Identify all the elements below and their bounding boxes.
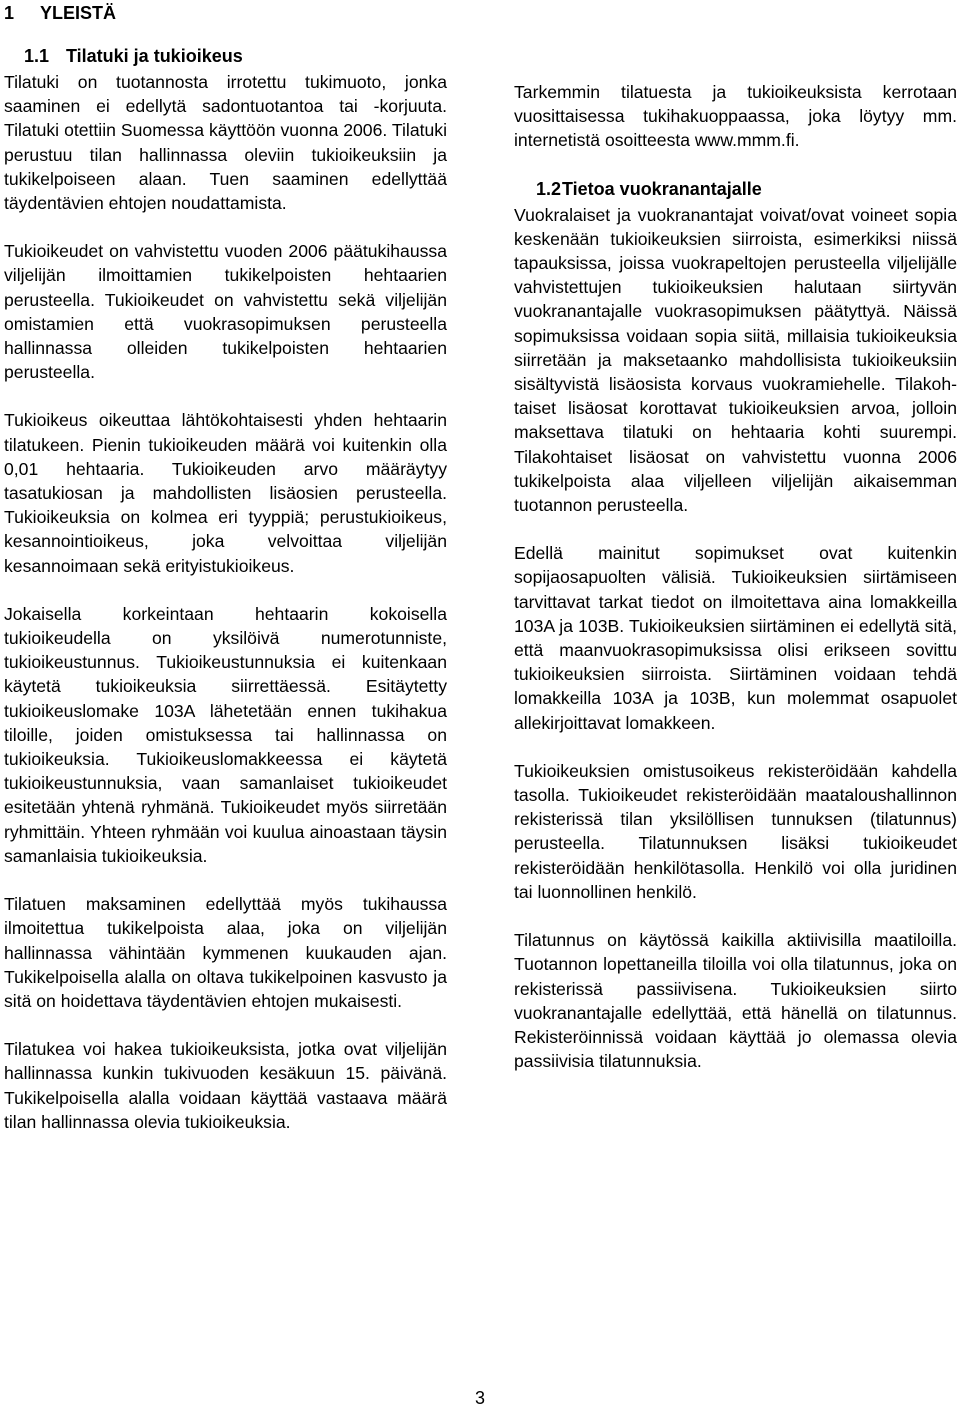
paragraph: Tilatukea voi hakea tukioikeuksista, jotka ovat viljelijän hallinnassa kunkin tukivuoden kesäkuun 15. päivänä. Tukikelpoisella alalla voidaan käyttää vastaava määrä tilan hallinnassa olevia tukioikeuksia.	[4, 1039, 447, 1132]
paragraph: Tilatuen maksaminen edellyttää myös tukihaussa ilmoitettua tukikelpoista alaa, joka on viljelijän hallinnassa vähintään kymmenen kuukauden ajan. Tukikelpoisella alalla on oltava tukikelpoinen kasvusto ja sitä on hoidettava täydentävien ehtojen mukaisesti.	[4, 894, 447, 1011]
intro-paragraph: Tarkemmin tilatuesta ja tukioikeuksista kerrotaan vuosittaisessa tukihakuoppaassa, joka löytyy mm. internetistä osoitteesta www.mmm.fi.	[514, 82, 957, 151]
section-title: Tietoa vuokranantajalle	[562, 178, 762, 199]
page-number: 3	[474, 1388, 485, 1408]
paragraph: Edellä mainitut sopimukset ovat kuitenkin sopijaosapuolten välisiä. Tukioikeuksien siirtämiseen tarvittavat tarkat tiedot on ilmoitettava aina lomakkeilla 103A ja 103B. Tukioikeuksien siirtäminen ei edellytä sitä, että maanvuokrasopimuksissa olisi erikseen sovittu tukioikeuksien siirroista. Siirtäminen voidaan tehdä lomakkeilla 103A ja 103B, kun molemmat osapuolet allekirjoittavat lomakkeen.	[514, 543, 957, 733]
paragraph: Tilatunnus on käytössä kaikilla aktiivisilla maatiloilla. Tuotannon lopettaneilla tiloilla voi olla tilatunnus, joka on rekisterissä passiivisena. Tukioikeuksien siirto vuokranantajalle edellyttää, että hänellä on tilatunnus. Rekisteröinnissä voidaan käyttää jo olemassa olevia passiivisia tilatunnuksia.	[514, 930, 957, 1072]
left-column	[4, 44, 447, 1158]
chapter-heading	[4, 2, 116, 24]
section-title: Tilatuki ja tukioikeus	[66, 46, 243, 66]
paragraph: Tukioikeus oikeuttaa lähtökohtaisesti yhden hehtaarin tilatukeen. Pienin tukioikeuden määrä voi kuitenkin olla 0,01 hehtaaria. Tukioikeuden arvo määräytyy tasatukiosan ja mahdollisten lisäosien perusteella. Tukioikeuksia on kolmea eri tyyppiä; perustukioikeus, kesannointioikeus, joka velvoittaa viljelijän kesannoimaan sekä erityistukioikeus.	[4, 410, 447, 576]
chapter-number: 1	[4, 3, 15, 23]
section-number: 1.2	[536, 178, 562, 199]
section-heading-1-1	[4, 44, 447, 68]
right-column	[514, 80, 957, 1097]
section-number: 1.1	[24, 46, 50, 66]
paragraph: Tilatuki on tuotannosta irrotettu tukimuoto, jonka saaminen ei edellytä sadontuotantoa tai -korjuuta. Tilatuki otettiin Suomessa käyttöön vuonna 2006. Tilatuki perustuu tilan hallinnassa oleviin tukioikeuksiin ja tukikelpoiseen alaan. Tuen saaminen edellyttää täydentävien ehtojen noudattamista.	[4, 72, 447, 214]
section-heading-1-2	[514, 177, 957, 201]
paragraph: Tukioikeuksien omistusoikeus rekisteröidään kahdella tasolla. Tukioikeudet rekisteröidään maataloushallinnon rekisterissä tilan yksilöllisen tunnuksen (tilatunnus) perusteella. Tilatunnuksen lisäksi tukioikeudet rekisteröidään henkilötasolla. Henkilö voi olla juridinen tai luonnollinen henkilö.	[514, 760, 957, 902]
paragraph: Tukioikeudet on vahvistettu vuoden 2006 päätukihaussa viljelijän ilmoittamien tukikelpoisten hehtaarien perusteella. Tukioikeudet on vahvistettu sekä viljelijän omistamien että vuokrasopimuksen perusteella hallinnassa olleiden tukikelpoisten hehtaarien perusteella.	[4, 241, 447, 383]
chapter-title: YLEISTÄ	[40, 3, 117, 23]
paragraph: Vuokralaiset ja vuokranantajat voivat/ovat voineet sopia keskenään tukioikeuksien siirroista, esimerkiksi niissä tapauksissa, joissa vuokrapeltojen perusteella viljelijälle vahvistettujen tukioikeuksien halutaan siirtyvän vuokranantajalle vuokrasopimuksen päätyttyä. Näissä sopimuksissa voidaan sopia siitä, millaisia tukioikeuksia siirretään ja maksetaanko mahdollisista tukioikeuksiin sisältyvistä lisäosista korvaus vuokramiehelle. Tilakohtaiset lisäosat korottavat tukioikeuksien arvoa, jolloin maksettava tilatuki on hehtaaria kohti suurempi. Tilakohtaiset lisäosat on vahvistettu vuonna 2006 tukikelpoista alaa viljelleen viljelijän aikaisemman tuotannon perusteella.	[514, 204, 957, 516]
paragraph: Jokaisella korkeintaan hehtaarin kokoisella tukioikeudella on yksilöivä numerotunniste, tukioikeustunnus. Tukioikeustunnuksia ei kuitenkaan käytetä tukioikeuksia siirrettäessä. Esitäytetty tukioikeuslomake 103A lähetetään ennen tukihakua tiloille, joiden omistuksessa tai hallinnassa on tukioikeuksia. Tukioikeuslomakkeessa ei käytetä tukioikeustunnuksia, vaan samanlaiset tukioikeudet esitetään yhtenä ryhmänä. Tukioikeudet myös siirretään ryhmittäin. Yhteen ryhmään voi kuulua ainoastaan täysin samanlaisia tukioikeuksia.	[4, 603, 447, 866]
